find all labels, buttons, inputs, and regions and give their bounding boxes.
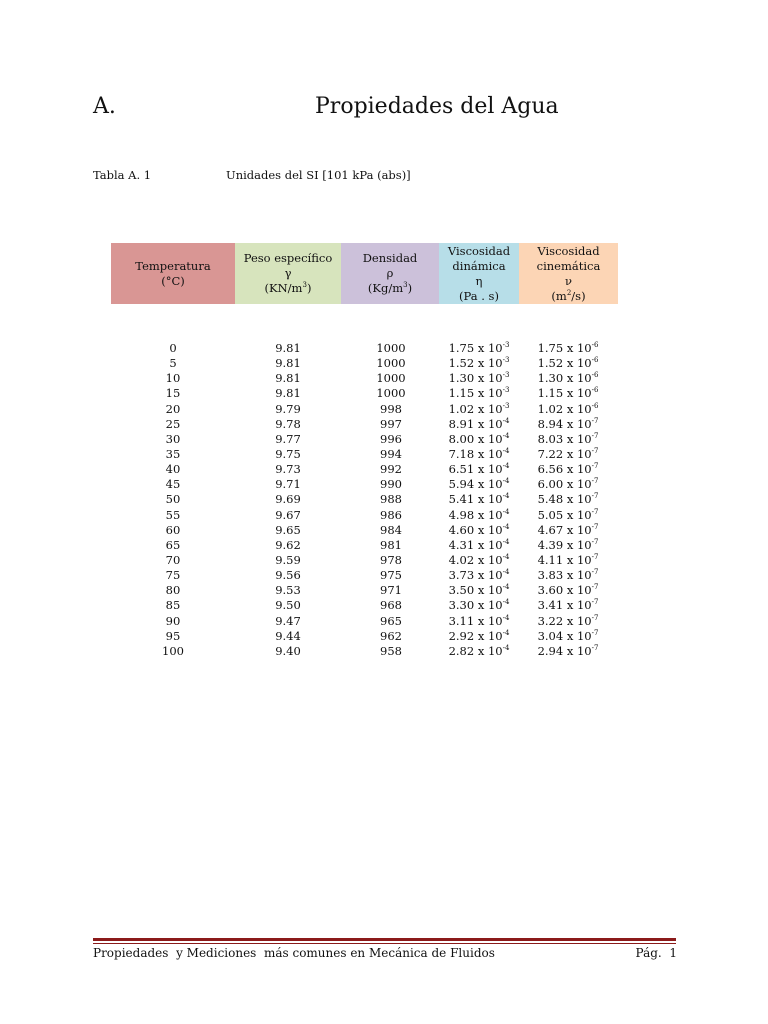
specific-weight-cell: 9.81 <box>275 371 301 386</box>
table-row <box>0 523 768 538</box>
specific-weight-cell: 9.59 <box>275 552 301 567</box>
temperature-cell: 80 <box>165 583 181 598</box>
specific-weight-cell: 9.81 <box>275 341 301 355</box>
dynamic-viscosity-cell: 4.60 x $10^{-4}$ <box>448 522 510 537</box>
density-cell: 990 <box>380 477 402 492</box>
kinematic-viscosity-cell: 8.94 x $10^{-7}$ <box>537 416 599 431</box>
specific-weight-cell: 9.67 <box>275 507 301 522</box>
header-dinamica-name-2: dinámica <box>452 258 506 273</box>
header-cinematica-symbol: ν <box>565 273 572 288</box>
density-cell: 1000 <box>376 386 406 401</box>
dynamic-viscosity-cell: 4.02 x $10^{-4}$ <box>448 552 510 567</box>
dynamic-viscosity-cell: 7.18 x $10^{-4}$ <box>448 446 510 461</box>
temperature-cell: 55 <box>165 507 181 522</box>
table-row <box>0 356 768 371</box>
temperature-cell: 45 <box>165 477 181 492</box>
table-label: Tabla A. 1 <box>93 168 152 182</box>
header-peso-name: Peso específico <box>243 251 333 265</box>
header-viscosidad-cinematica <box>519 243 618 304</box>
header-temperatura <box>111 243 235 304</box>
water-properties-table <box>0 341 768 659</box>
kinematic-viscosity-cell: 3.83 x $10^{-7}$ <box>537 568 599 583</box>
temperature-cell: 15 <box>165 386 181 401</box>
temperature-cell: 40 <box>165 462 181 477</box>
dynamic-viscosity-cell: 8.91 x $10^{-4}$ <box>448 416 510 431</box>
temperature-cell: 75 <box>165 568 181 583</box>
density-cell: 962 <box>380 628 402 643</box>
header-cinematica-name-2: cinemática <box>536 258 601 273</box>
temperature-cell: 50 <box>165 492 181 507</box>
table-row <box>0 568 768 583</box>
temperature-cell: 95 <box>165 628 181 643</box>
header-peso-symbol: γ <box>284 266 292 280</box>
table-row <box>0 417 768 432</box>
table-row <box>0 553 768 568</box>
section-letter: A. <box>93 94 116 119</box>
table-row <box>0 477 768 492</box>
specific-weight-cell: 9.62 <box>275 537 301 552</box>
dynamic-viscosity-cell: 1.15 x $10^{-3}$ <box>448 386 510 401</box>
table-row <box>0 644 768 659</box>
specific-weight-cell: 9.65 <box>275 522 301 537</box>
density-cell: 968 <box>380 598 402 613</box>
density-cell: 981 <box>380 537 402 552</box>
dynamic-viscosity-cell: 1.52 x $10^{-3}$ <box>448 356 510 371</box>
units-label: Unidades del SI [101 kPa (abs)] <box>226 168 411 182</box>
temperature-cell: 5 <box>169 356 177 371</box>
header-peso-unit: $(KN/m^3)$ <box>264 281 312 295</box>
header-dinamica-symbol: η <box>475 273 483 288</box>
header-temperatura-unit: (°C) <box>161 273 185 288</box>
dynamic-viscosity-cell: 3.50 x $10^{-4}$ <box>448 583 510 598</box>
footer-title: Propiedades y Mediciones más comunes en Mecánica de Fluidos <box>93 946 495 960</box>
specific-weight-cell: 9.81 <box>275 356 301 371</box>
header-dinamica-unit: (Pa . s) <box>459 288 499 303</box>
page-number: Pág. 1 <box>635 946 677 960</box>
temperature-cell: 25 <box>165 416 181 431</box>
specific-weight-cell: 9.81 <box>275 386 301 401</box>
kinematic-viscosity-cell: 3.22 x $10^{-7}$ <box>537 613 599 628</box>
temperature-cell: 70 <box>165 552 181 567</box>
specific-weight-cell: 9.40 <box>275 643 301 658</box>
page-title: Propiedades del Agua <box>315 94 559 119</box>
footer-rule-thin <box>93 943 676 944</box>
specific-weight-cell: 9.53 <box>275 583 301 598</box>
kinematic-viscosity-cell: 5.48 x $10^{-7}$ <box>537 492 599 507</box>
temperature-cell: 65 <box>165 537 181 552</box>
density-cell: 997 <box>380 416 402 431</box>
dynamic-viscosity-cell: 6.51 x $10^{-4}$ <box>448 462 510 477</box>
kinematic-viscosity-cell: 1.30 x $10^{-6}$ <box>537 371 599 386</box>
dynamic-viscosity-cell: 2.82 x $10^{-4}$ <box>448 643 510 658</box>
header-densidad <box>341 243 439 304</box>
header-densidad-symbol: ρ <box>386 266 394 280</box>
kinematic-viscosity-cell: 6.00 x $10^{-7}$ <box>537 477 599 492</box>
density-cell: 978 <box>380 552 402 567</box>
table-row <box>0 402 768 417</box>
dynamic-viscosity-cell: 4.31 x $10^{-4}$ <box>448 537 510 552</box>
temperature-cell: 0 <box>169 341 177 355</box>
kinematic-viscosity-cell: 1.15 x $10^{-6}$ <box>537 386 599 401</box>
temperature-cell: 10 <box>165 371 181 386</box>
kinematic-viscosity-cell: 3.41 x $10^{-7}$ <box>537 598 599 613</box>
table-row <box>0 508 768 523</box>
header-densidad-name: Densidad <box>362 251 418 265</box>
header-densidad-unit: $(Kg/m^3)$ <box>367 281 413 295</box>
temperature-cell: 30 <box>165 431 181 446</box>
density-cell: 992 <box>380 462 402 477</box>
table-row <box>0 462 768 477</box>
specific-weight-cell: 9.47 <box>275 613 301 628</box>
dynamic-viscosity-cell: 4.98 x $10^{-4}$ <box>448 507 510 522</box>
specific-weight-cell: 9.44 <box>275 628 301 643</box>
density-cell: 1000 <box>376 341 406 355</box>
table-row <box>0 598 768 613</box>
dynamic-viscosity-cell: 1.02 x $10^{-3}$ <box>448 401 510 416</box>
dynamic-viscosity-cell: 3.30 x $10^{-4}$ <box>448 598 510 613</box>
kinematic-viscosity-cell: 5.05 x $10^{-7}$ <box>537 507 599 522</box>
temperature-cell: 85 <box>165 598 181 613</box>
table-row <box>0 583 768 598</box>
dynamic-viscosity-cell: 1.30 x $10^{-3}$ <box>448 371 510 386</box>
temperature-cell: 35 <box>165 446 181 461</box>
density-cell: 986 <box>380 507 402 522</box>
density-cell: 984 <box>380 522 402 537</box>
density-cell: 958 <box>380 643 402 658</box>
dynamic-viscosity-cell: 5.94 x $10^{-4}$ <box>448 477 510 492</box>
kinematic-viscosity-cell: 3.60 x $10^{-7}$ <box>537 583 599 598</box>
kinematic-viscosity-cell: 4.67 x $10^{-7}$ <box>537 522 599 537</box>
table-row <box>0 432 768 447</box>
kinematic-viscosity-cell: 1.52 x $10^{-6}$ <box>537 356 599 371</box>
dynamic-viscosity-cell: 3.73 x $10^{-4}$ <box>448 568 510 583</box>
density-cell: 996 <box>380 431 402 446</box>
density-cell: 998 <box>380 401 402 416</box>
header-cinematica-name-1: Viscosidad <box>537 243 600 258</box>
specific-weight-cell: 9.77 <box>275 431 301 446</box>
specific-weight-cell: 9.50 <box>275 598 301 613</box>
kinematic-viscosity-cell: 4.11 x $10^{-7}$ <box>537 552 599 567</box>
density-cell: 988 <box>380 492 402 507</box>
kinematic-viscosity-cell: 2.94 x $10^{-7}$ <box>537 643 599 658</box>
dynamic-viscosity-cell: 5.41 x $10^{-4}$ <box>448 492 510 507</box>
header-dinamica-name-1: Viscosidad <box>447 243 511 258</box>
specific-weight-cell: 9.73 <box>275 462 301 477</box>
temperature-cell: 60 <box>165 522 181 537</box>
table-row <box>0 341 768 356</box>
kinematic-viscosity-cell: 1.02 x $10^{-6}$ <box>537 401 599 416</box>
temperature-cell: 100 <box>162 643 184 658</box>
header-temperatura-name: Temperatura <box>135 258 211 273</box>
table-row <box>0 371 768 386</box>
kinematic-viscosity-cell: 7.22 x $10^{-7}$ <box>537 446 599 461</box>
table-row <box>0 492 768 507</box>
dynamic-viscosity-cell: 1.75 x $10^{-3}$ <box>448 341 510 355</box>
temperature-cell: 20 <box>165 401 181 416</box>
table-row <box>0 614 768 629</box>
dynamic-viscosity-cell: 8.00 x $10^{-4}$ <box>448 431 510 446</box>
header-viscosidad-dinamica <box>439 243 519 304</box>
kinematic-viscosity-cell: 1.75 x $10^{-6}$ <box>537 341 599 355</box>
specific-weight-cell: 9.56 <box>275 568 301 583</box>
density-cell: 971 <box>380 583 402 598</box>
kinematic-viscosity-cell: 3.04 x $10^{-7}$ <box>537 628 599 643</box>
table-row <box>0 386 768 401</box>
density-cell: 994 <box>380 446 402 461</box>
footer-rule <box>93 938 676 941</box>
density-cell: 1000 <box>376 371 406 386</box>
density-cell: 1000 <box>376 356 406 371</box>
header-peso-especifico <box>235 243 341 304</box>
density-cell: 965 <box>380 613 402 628</box>
density-cell: 975 <box>380 568 402 583</box>
table-row <box>0 447 768 462</box>
specific-weight-cell: 9.78 <box>275 416 301 431</box>
specific-weight-cell: 9.75 <box>275 446 301 461</box>
table-row <box>0 538 768 553</box>
specific-weight-cell: 9.71 <box>275 477 301 492</box>
header-cinematica-unit: $(m^2/s)$ <box>551 288 586 303</box>
temperature-cell: 90 <box>165 613 181 628</box>
kinematic-viscosity-cell: 8.03 x $10^{-7}$ <box>537 431 599 446</box>
kinematic-viscosity-cell: 6.56 x $10^{-7}$ <box>537 462 599 477</box>
dynamic-viscosity-cell: 3.11 x $10^{-4}$ <box>448 613 510 628</box>
kinematic-viscosity-cell: 4.39 x $10^{-7}$ <box>537 537 599 552</box>
specific-weight-cell: 9.69 <box>275 492 301 507</box>
specific-weight-cell: 9.79 <box>275 401 301 416</box>
table-row <box>0 629 768 644</box>
dynamic-viscosity-cell: 2.92 x $10^{-4}$ <box>448 628 510 643</box>
